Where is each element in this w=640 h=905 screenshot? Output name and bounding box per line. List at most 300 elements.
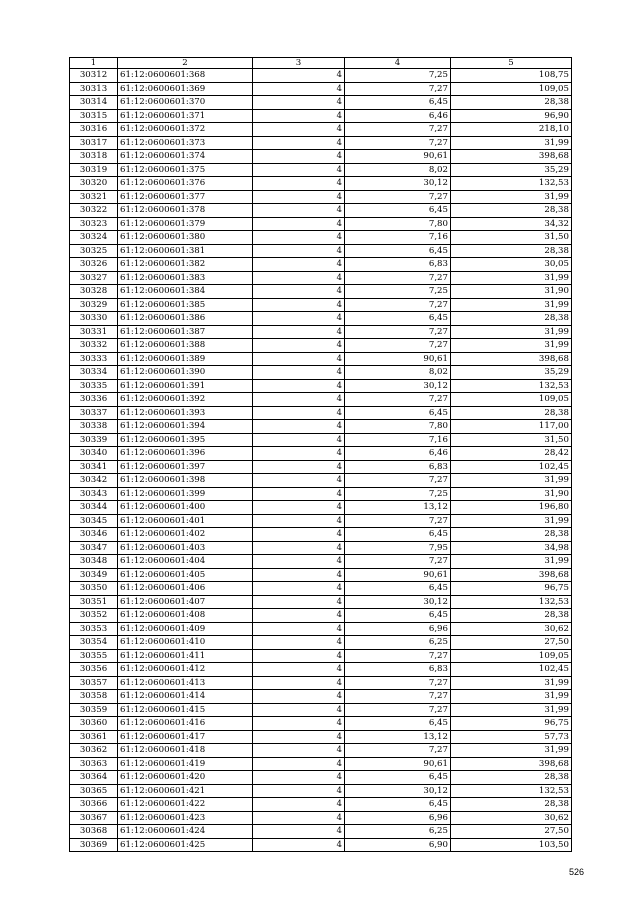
table-row (70, 649, 572, 663)
value-5-cell: 108,75 (451, 69, 572, 83)
code-cell: 4 (253, 798, 345, 812)
value-4-cell: 90,61 (345, 150, 451, 164)
row-number-cell: 30357 (70, 676, 118, 690)
code-cell: 4 (253, 217, 345, 231)
row-number-cell: 30348 (70, 555, 118, 569)
row-number-cell: 30342 (70, 474, 118, 488)
cadastral-number-cell: 61:12:0600601:400 (118, 501, 253, 515)
table-row (70, 325, 572, 339)
cadastral-number-cell: 61:12:0600601:424 (118, 825, 253, 839)
table-row (70, 244, 572, 258)
value-5-cell: 27,50 (451, 636, 572, 650)
value-4-cell: 7,27 (345, 298, 451, 312)
table-row (70, 744, 572, 758)
row-number-cell: 30314 (70, 96, 118, 110)
code-cell: 4 (253, 325, 345, 339)
value-5-cell: 30,62 (451, 811, 572, 825)
column-header-5: 5 (451, 58, 572, 69)
row-number-cell: 30321 (70, 190, 118, 204)
cadastral-number-cell: 61:12:0600601:413 (118, 676, 253, 690)
row-number-cell: 30368 (70, 825, 118, 839)
row-number-cell: 30337 (70, 406, 118, 420)
cadastral-number-cell: 61:12:0600601:423 (118, 811, 253, 825)
row-number-cell: 30364 (70, 771, 118, 785)
value-4-cell: 6,96 (345, 622, 451, 636)
table-row (70, 163, 572, 177)
row-number-cell: 30318 (70, 150, 118, 164)
registry-table (69, 57, 572, 852)
code-cell: 4 (253, 663, 345, 677)
table-row (70, 609, 572, 623)
value-4-cell: 6,46 (345, 447, 451, 461)
table-row (70, 352, 572, 366)
row-number-cell: 30358 (70, 690, 118, 704)
table-row (70, 825, 572, 839)
table-row (70, 231, 572, 245)
value-4-cell: 7,27 (345, 744, 451, 758)
row-number-cell: 30351 (70, 595, 118, 609)
row-number-cell: 30340 (70, 447, 118, 461)
table-row (70, 339, 572, 353)
table-row (70, 730, 572, 744)
code-cell: 4 (253, 555, 345, 569)
value-5-cell: 132,53 (451, 595, 572, 609)
value-5-cell: 31,99 (451, 339, 572, 353)
table-row (70, 676, 572, 690)
cadastral-number-cell: 61:12:0600601:380 (118, 231, 253, 245)
value-5-cell: 28,38 (451, 609, 572, 623)
row-number-cell: 30323 (70, 217, 118, 231)
value-4-cell: 7,27 (345, 339, 451, 353)
value-5-cell: 398,68 (451, 352, 572, 366)
table-row (70, 636, 572, 650)
cadastral-number-cell: 61:12:0600601:373 (118, 136, 253, 150)
value-4-cell: 7,27 (345, 649, 451, 663)
value-4-cell: 7,27 (345, 325, 451, 339)
cadastral-number-cell: 61:12:0600601:383 (118, 271, 253, 285)
table-row (70, 811, 572, 825)
row-number-cell: 30330 (70, 312, 118, 326)
value-4-cell: 6,25 (345, 825, 451, 839)
table-row (70, 501, 572, 515)
value-5-cell: 28,38 (451, 244, 572, 258)
value-5-cell: 132,53 (451, 784, 572, 798)
value-4-cell: 6,46 (345, 109, 451, 123)
cadastral-number-cell: 61:12:0600601:369 (118, 82, 253, 96)
value-5-cell: 31,99 (451, 690, 572, 704)
value-4-cell: 6,45 (345, 528, 451, 542)
code-cell: 4 (253, 96, 345, 110)
value-4-cell: 7,27 (345, 190, 451, 204)
table-row (70, 595, 572, 609)
table-row (70, 136, 572, 150)
column-header-4: 4 (345, 58, 451, 69)
value-4-cell: 30,12 (345, 784, 451, 798)
table-row (70, 366, 572, 380)
table-row (70, 420, 572, 434)
table-body (70, 69, 572, 852)
value-4-cell: 8,02 (345, 163, 451, 177)
table-row (70, 69, 572, 83)
cadastral-number-cell: 61:12:0600601:375 (118, 163, 253, 177)
row-number-cell: 30361 (70, 730, 118, 744)
cadastral-number-cell: 61:12:0600601:404 (118, 555, 253, 569)
code-cell: 4 (253, 123, 345, 137)
row-number-cell: 30355 (70, 649, 118, 663)
table-row (70, 406, 572, 420)
table-row (70, 474, 572, 488)
cadastral-number-cell: 61:12:0600601:406 (118, 582, 253, 596)
row-number-cell: 30354 (70, 636, 118, 650)
row-number-cell: 30313 (70, 82, 118, 96)
code-cell: 4 (253, 312, 345, 326)
cadastral-number-cell: 61:12:0600601:381 (118, 244, 253, 258)
code-cell: 4 (253, 541, 345, 555)
value-5-cell: 34,98 (451, 541, 572, 555)
value-4-cell: 6,45 (345, 406, 451, 420)
code-cell: 4 (253, 244, 345, 258)
table-row (70, 82, 572, 96)
cadastral-number-cell: 61:12:0600601:371 (118, 109, 253, 123)
table-row (70, 555, 572, 569)
row-number-cell: 30366 (70, 798, 118, 812)
value-5-cell: 109,05 (451, 393, 572, 407)
value-4-cell: 8,02 (345, 366, 451, 380)
code-cell: 4 (253, 622, 345, 636)
value-5-cell: 31,99 (451, 703, 572, 717)
value-5-cell: 109,05 (451, 649, 572, 663)
value-5-cell: 28,38 (451, 771, 572, 785)
table-row (70, 703, 572, 717)
cadastral-number-cell: 61:12:0600601:374 (118, 150, 253, 164)
code-cell: 4 (253, 136, 345, 150)
value-5-cell: 398,68 (451, 568, 572, 582)
code-cell: 4 (253, 271, 345, 285)
code-cell: 4 (253, 771, 345, 785)
row-number-cell: 30359 (70, 703, 118, 717)
code-cell: 4 (253, 595, 345, 609)
code-cell: 4 (253, 406, 345, 420)
code-cell: 4 (253, 744, 345, 758)
value-5-cell: 35,29 (451, 366, 572, 380)
code-cell: 4 (253, 825, 345, 839)
value-4-cell: 7,27 (345, 514, 451, 528)
cadastral-number-cell: 61:12:0600601:399 (118, 487, 253, 501)
code-cell: 4 (253, 757, 345, 771)
code-cell: 4 (253, 298, 345, 312)
value-4-cell: 6,25 (345, 636, 451, 650)
value-5-cell: 109,05 (451, 82, 572, 96)
row-number-cell: 30324 (70, 231, 118, 245)
table-header-row (70, 58, 572, 69)
value-4-cell: 6,45 (345, 244, 451, 258)
value-4-cell: 7,27 (345, 393, 451, 407)
value-4-cell: 7,27 (345, 82, 451, 96)
cadastral-number-cell: 61:12:0600601:394 (118, 420, 253, 434)
table-row (70, 460, 572, 474)
value-4-cell: 6,45 (345, 609, 451, 623)
value-5-cell: 96,90 (451, 109, 572, 123)
code-cell: 4 (253, 204, 345, 218)
value-4-cell: 7,16 (345, 231, 451, 245)
code-cell: 4 (253, 109, 345, 123)
table-row (70, 393, 572, 407)
cadastral-number-cell: 61:12:0600601:372 (118, 123, 253, 137)
row-number-cell: 30319 (70, 163, 118, 177)
code-cell: 4 (253, 285, 345, 299)
table-row (70, 487, 572, 501)
table-row (70, 663, 572, 677)
row-number-cell: 30352 (70, 609, 118, 623)
column-header-3: 3 (253, 58, 345, 69)
code-cell: 4 (253, 582, 345, 596)
value-4-cell: 13,12 (345, 501, 451, 515)
code-cell: 4 (253, 703, 345, 717)
cadastral-number-cell: 61:12:0600601:411 (118, 649, 253, 663)
cadastral-number-cell: 61:12:0600601:385 (118, 298, 253, 312)
value-4-cell: 7,27 (345, 136, 451, 150)
row-number-cell: 30331 (70, 325, 118, 339)
table-row (70, 258, 572, 272)
table-row (70, 784, 572, 798)
table-row (70, 582, 572, 596)
code-cell: 4 (253, 258, 345, 272)
value-5-cell: 31,90 (451, 487, 572, 501)
table-row (70, 771, 572, 785)
table-row (70, 271, 572, 285)
table-row (70, 204, 572, 218)
cadastral-number-cell: 61:12:0600601:410 (118, 636, 253, 650)
value-4-cell: 7,27 (345, 271, 451, 285)
value-4-cell: 90,61 (345, 757, 451, 771)
value-4-cell: 6,45 (345, 717, 451, 731)
cadastral-number-cell: 61:12:0600601:409 (118, 622, 253, 636)
code-cell: 4 (253, 474, 345, 488)
value-5-cell: 28,38 (451, 204, 572, 218)
cadastral-number-cell: 61:12:0600601:414 (118, 690, 253, 704)
row-number-cell: 30345 (70, 514, 118, 528)
value-5-cell: 31,99 (451, 271, 572, 285)
cadastral-number-cell: 61:12:0600601:396 (118, 447, 253, 461)
row-number-cell: 30363 (70, 757, 118, 771)
code-cell: 4 (253, 379, 345, 393)
code-cell: 4 (253, 163, 345, 177)
row-number-cell: 30320 (70, 177, 118, 191)
row-number-cell: 30356 (70, 663, 118, 677)
value-4-cell: 7,27 (345, 123, 451, 137)
row-number-cell: 30333 (70, 352, 118, 366)
value-4-cell: 7,25 (345, 69, 451, 83)
value-5-cell: 31,99 (451, 555, 572, 569)
value-4-cell: 7,95 (345, 541, 451, 555)
cadastral-number-cell: 61:12:0600601:368 (118, 69, 253, 83)
value-5-cell: 28,38 (451, 528, 572, 542)
table-row (70, 298, 572, 312)
value-5-cell: 31,99 (451, 136, 572, 150)
row-number-cell: 30347 (70, 541, 118, 555)
table-row (70, 190, 572, 204)
value-5-cell: 103,50 (451, 838, 572, 852)
code-cell: 4 (253, 393, 345, 407)
row-number-cell: 30336 (70, 393, 118, 407)
cadastral-number-cell: 61:12:0600601:422 (118, 798, 253, 812)
code-cell: 4 (253, 231, 345, 245)
cadastral-number-cell: 61:12:0600601:412 (118, 663, 253, 677)
cadastral-number-cell: 61:12:0600601:405 (118, 568, 253, 582)
value-4-cell: 6,83 (345, 460, 451, 474)
value-4-cell: 6,45 (345, 204, 451, 218)
value-5-cell: 31,90 (451, 285, 572, 299)
cadastral-number-cell: 61:12:0600601:387 (118, 325, 253, 339)
code-cell: 4 (253, 150, 345, 164)
code-cell: 4 (253, 528, 345, 542)
row-number-cell: 30329 (70, 298, 118, 312)
cadastral-number-cell: 61:12:0600601:402 (118, 528, 253, 542)
table-row (70, 514, 572, 528)
code-cell: 4 (253, 501, 345, 515)
value-5-cell: 31,50 (451, 231, 572, 245)
value-4-cell: 90,61 (345, 352, 451, 366)
cadastral-number-cell: 61:12:0600601:370 (118, 96, 253, 110)
code-cell: 4 (253, 609, 345, 623)
table-row (70, 123, 572, 137)
cadastral-number-cell: 61:12:0600601:420 (118, 771, 253, 785)
row-number-cell: 30350 (70, 582, 118, 596)
code-cell: 4 (253, 514, 345, 528)
cadastral-number-cell: 61:12:0600601:384 (118, 285, 253, 299)
row-number-cell: 30346 (70, 528, 118, 542)
row-number-cell: 30317 (70, 136, 118, 150)
cadastral-number-cell: 61:12:0600601:395 (118, 433, 253, 447)
value-5-cell: 31,99 (451, 190, 572, 204)
cadastral-number-cell: 61:12:0600601:418 (118, 744, 253, 758)
code-cell: 4 (253, 447, 345, 461)
value-4-cell: 7,27 (345, 474, 451, 488)
value-5-cell: 31,99 (451, 676, 572, 690)
code-cell: 4 (253, 82, 345, 96)
value-4-cell: 7,25 (345, 487, 451, 501)
row-number-cell: 30362 (70, 744, 118, 758)
cadastral-number-cell: 61:12:0600601:391 (118, 379, 253, 393)
value-5-cell: 398,68 (451, 757, 572, 771)
value-4-cell: 30,12 (345, 595, 451, 609)
value-5-cell: 28,38 (451, 96, 572, 110)
value-4-cell: 6,45 (345, 771, 451, 785)
code-cell: 4 (253, 676, 345, 690)
code-cell: 4 (253, 190, 345, 204)
table-row (70, 433, 572, 447)
value-4-cell: 30,12 (345, 177, 451, 191)
value-4-cell: 7,16 (345, 433, 451, 447)
row-number-cell: 30332 (70, 339, 118, 353)
cadastral-number-cell: 61:12:0600601:388 (118, 339, 253, 353)
cadastral-number-cell: 61:12:0600601:421 (118, 784, 253, 798)
code-cell: 4 (253, 838, 345, 852)
value-5-cell: 96,75 (451, 582, 572, 596)
table-row (70, 528, 572, 542)
table-row (70, 96, 572, 110)
table-row (70, 757, 572, 771)
code-cell: 4 (253, 730, 345, 744)
table-row (70, 541, 572, 555)
row-number-cell: 30327 (70, 271, 118, 285)
row-number-cell: 30312 (70, 69, 118, 83)
value-4-cell: 6,83 (345, 663, 451, 677)
cadastral-number-cell: 61:12:0600601:401 (118, 514, 253, 528)
code-cell: 4 (253, 636, 345, 650)
row-number-cell: 30339 (70, 433, 118, 447)
cadastral-number-cell: 61:12:0600601:389 (118, 352, 253, 366)
value-5-cell: 28,38 (451, 312, 572, 326)
row-number-cell: 30335 (70, 379, 118, 393)
value-5-cell: 132,53 (451, 379, 572, 393)
table-row (70, 177, 572, 191)
row-number-cell: 30316 (70, 123, 118, 137)
value-5-cell: 218,10 (451, 123, 572, 137)
table-row (70, 717, 572, 731)
cadastral-number-cell: 61:12:0600601:379 (118, 217, 253, 231)
cadastral-number-cell: 61:12:0600601:408 (118, 609, 253, 623)
value-5-cell: 117,00 (451, 420, 572, 434)
cadastral-number-cell: 61:12:0600601:386 (118, 312, 253, 326)
value-5-cell: 96,75 (451, 717, 572, 731)
code-cell: 4 (253, 352, 345, 366)
value-5-cell: 30,62 (451, 622, 572, 636)
code-cell: 4 (253, 366, 345, 380)
row-number-cell: 30315 (70, 109, 118, 123)
cadastral-number-cell: 61:12:0600601:415 (118, 703, 253, 717)
code-cell: 4 (253, 69, 345, 83)
value-4-cell: 7,25 (345, 285, 451, 299)
value-5-cell: 30,05 (451, 258, 572, 272)
cadastral-number-cell: 61:12:0600601:407 (118, 595, 253, 609)
table-row (70, 447, 572, 461)
cadastral-number-cell: 61:12:0600601:382 (118, 258, 253, 272)
table-row (70, 379, 572, 393)
table-row (70, 838, 572, 852)
value-4-cell: 6,83 (345, 258, 451, 272)
table-row (70, 109, 572, 123)
table-row (70, 150, 572, 164)
value-4-cell: 7,27 (345, 690, 451, 704)
value-5-cell: 196,80 (451, 501, 572, 515)
table-row (70, 568, 572, 582)
value-4-cell: 7,27 (345, 555, 451, 569)
value-4-cell: 6,45 (345, 798, 451, 812)
value-5-cell: 102,45 (451, 460, 572, 474)
value-5-cell: 35,29 (451, 163, 572, 177)
row-number-cell: 30341 (70, 460, 118, 474)
row-number-cell: 30360 (70, 717, 118, 731)
table-row (70, 622, 572, 636)
table-row (70, 312, 572, 326)
value-4-cell: 90,61 (345, 568, 451, 582)
code-cell: 4 (253, 568, 345, 582)
row-number-cell: 30334 (70, 366, 118, 380)
code-cell: 4 (253, 649, 345, 663)
row-number-cell: 30365 (70, 784, 118, 798)
code-cell: 4 (253, 690, 345, 704)
value-5-cell: 132,53 (451, 177, 572, 191)
value-5-cell: 398,68 (451, 150, 572, 164)
value-4-cell: 6,96 (345, 811, 451, 825)
value-5-cell: 28,42 (451, 447, 572, 461)
value-5-cell: 31,99 (451, 514, 572, 528)
code-cell: 4 (253, 433, 345, 447)
column-header-2: 2 (118, 58, 253, 69)
table-row (70, 285, 572, 299)
cadastral-number-cell: 61:12:0600601:403 (118, 541, 253, 555)
